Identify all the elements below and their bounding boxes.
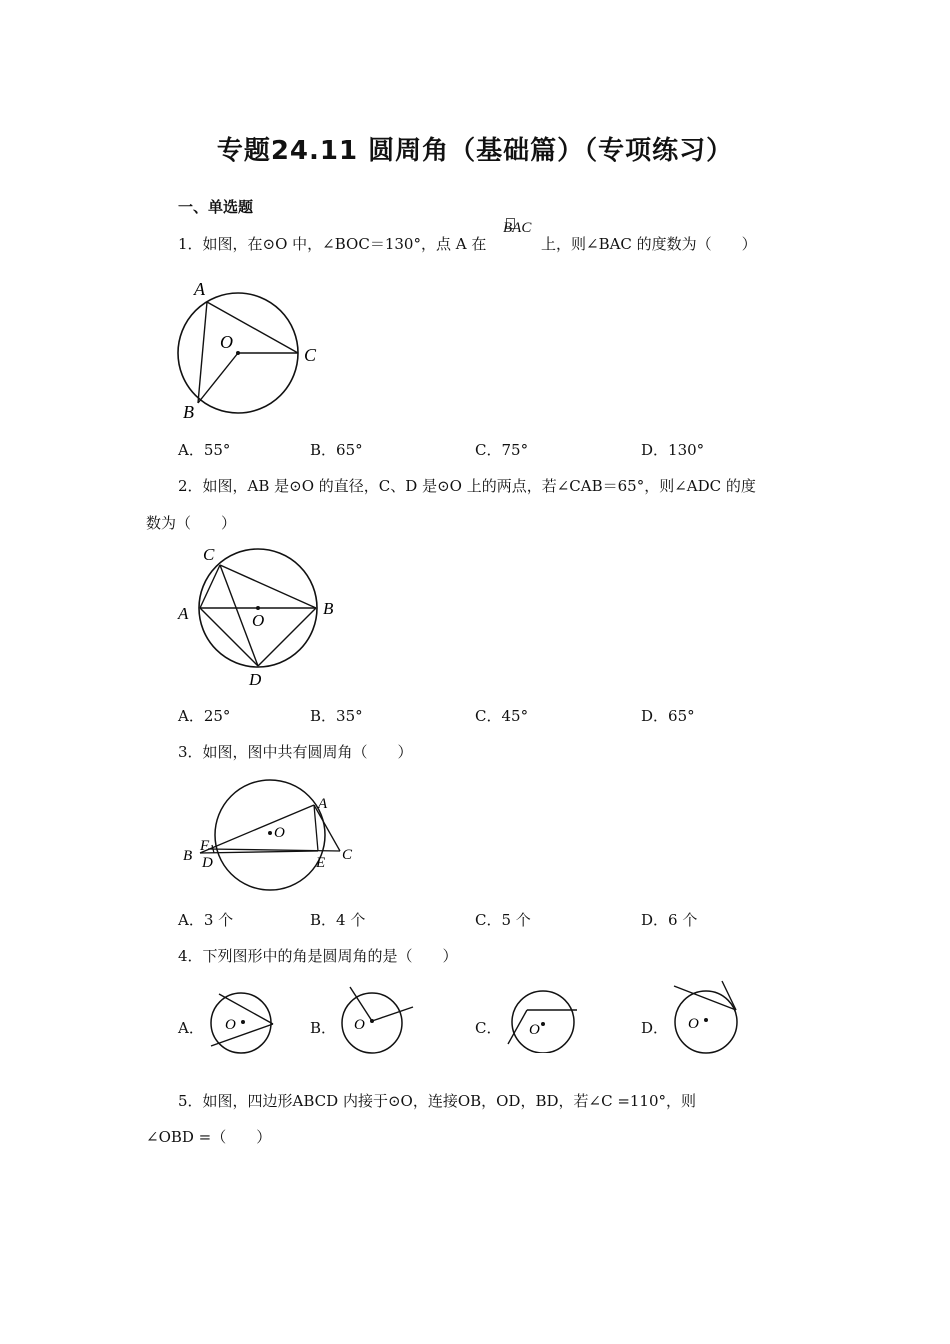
q2-label-D: D bbox=[249, 670, 262, 689]
question-4-text: 4．下列图形中的角是圆周角的是（ ） bbox=[178, 947, 458, 965]
q4c-label-O: O bbox=[529, 1022, 540, 1038]
q4-option-c-figure[interactable] bbox=[505, 988, 583, 1053]
q2-label-A: A bbox=[178, 604, 189, 623]
q4-option-b-figure[interactable] bbox=[338, 985, 418, 1055]
q1-label-A: A bbox=[194, 279, 205, 299]
q3-option-a[interactable]: A．3 个 bbox=[178, 911, 234, 929]
q4-option-d-figure[interactable] bbox=[670, 980, 745, 1055]
q3-label-O: O bbox=[274, 825, 285, 841]
question-1-text bbox=[178, 233, 486, 254]
question-3-figure bbox=[178, 775, 368, 900]
q4-option-a-figure[interactable] bbox=[205, 990, 280, 1055]
question-2-figure bbox=[170, 540, 345, 690]
q3-label-C: C bbox=[342, 847, 353, 863]
q1-option-b[interactable]: B．65° bbox=[310, 441, 363, 459]
question-1-figure bbox=[168, 275, 338, 425]
question-1-text-after: 上，则∠BAC 的度数为（ ） bbox=[541, 235, 757, 253]
q2-option-a[interactable]: A．25° bbox=[178, 707, 231, 725]
q3-option-d[interactable]: D．6 个 bbox=[641, 911, 698, 929]
question-2-line-1: 2．如图，AB 是⊙O 的直径，C、D 是⊙O 上的两点，若∠CAB＝65°，则∠ADC 的度 bbox=[178, 477, 756, 495]
q1-option-c[interactable]: C．75° bbox=[475, 441, 529, 459]
question-1-arc-label: BAC bbox=[503, 220, 532, 236]
q2-label-O: O bbox=[252, 611, 265, 630]
section-heading: 一、单选题 bbox=[178, 198, 254, 216]
q4-option-d-letter[interactable]: D． bbox=[641, 1019, 669, 1037]
question-3-text: 3．如图，图中共有圆周角（ ） bbox=[178, 743, 413, 761]
question-5-line-1: 5．如图，四边形ABCD 内接于⊙O，连接OB，OD，BD，若∠C =110°，则 bbox=[178, 1092, 697, 1110]
q1-option-d[interactable]: D．130° bbox=[641, 441, 705, 459]
q4a-label-O: O bbox=[225, 1017, 236, 1033]
question-2-line-2: 数为（ ） bbox=[146, 514, 237, 532]
q4b-label-O: O bbox=[354, 1017, 365, 1033]
q2-option-b[interactable]: B．35° bbox=[310, 707, 363, 725]
q1-option-a[interactable]: A．55° bbox=[178, 441, 231, 459]
q3-label-F: F bbox=[200, 838, 210, 854]
q2-option-c[interactable]: C．45° bbox=[475, 707, 529, 725]
q4d-label-O: O bbox=[688, 1016, 699, 1032]
q3-label-A: A bbox=[318, 796, 328, 812]
q3-option-b[interactable]: B．4 个 bbox=[310, 911, 366, 929]
q2-label-B: B bbox=[323, 599, 334, 618]
q3-label-D: D bbox=[202, 855, 213, 871]
q3-label-E: E bbox=[316, 855, 326, 871]
question-5-line-2: ∠OBD =（ ） bbox=[146, 1128, 272, 1146]
q4-option-b-letter[interactable]: B． bbox=[310, 1019, 337, 1037]
q4-option-a-letter[interactable]: A． bbox=[178, 1019, 204, 1037]
q4-option-c-letter[interactable]: C． bbox=[475, 1019, 502, 1037]
q1-label-O: O bbox=[220, 332, 233, 352]
q2-label-C: C bbox=[203, 545, 215, 564]
q3-label-B: B bbox=[183, 848, 193, 864]
q1-label-B: B bbox=[183, 402, 194, 422]
question-1-text-before: 1．如图，在⊙O 中，∠BOC＝130°，点 A 在 bbox=[178, 235, 487, 253]
q1-label-C: C bbox=[304, 345, 317, 365]
q3-option-c[interactable]: C．5 个 bbox=[475, 911, 531, 929]
q2-option-d[interactable]: D．65° bbox=[641, 707, 695, 725]
page-title: 专题24.11 圆周角（基础篇）（专项练习） bbox=[216, 136, 734, 166]
